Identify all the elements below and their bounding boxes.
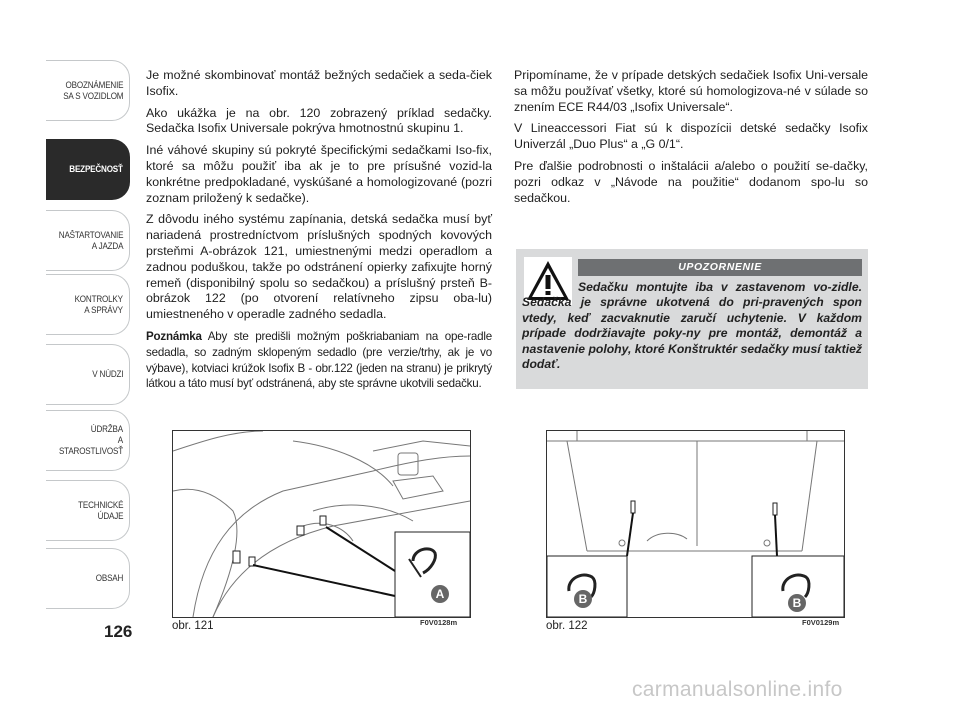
- note-text: Aby ste predišli možným poškriabaniam na ope-radle sedadla, so zadným sklopeným sedadlo (pre verzie/trhy, ak je vo výbave), kotviaci krúžok Isofix B - obr.122 (jeden na stranu) je prikrytý látkou a táto musí byť odstránená, aby ste správne ukotvili sedačku.: [146, 329, 492, 391]
- tab-bezpecnost[interactable]: [46, 139, 130, 200]
- warning-text: Sedačku montujte iba v zastavenom vo-zidle. Sedačka je správne ukotvená do pri-pravených spon vtedy, keď zacvaknutie zaručí uchytenie. V každom prípade dodržiavajte poky-ny pre montáž, demontáž a nastavenie polohy, ktoré Konštruktér sedačky musí taktiež dodať.: [522, 280, 862, 372]
- right-text-column: [514, 68, 868, 212]
- callout-a: A: [435, 587, 445, 601]
- tab-technicke[interactable]: [46, 480, 130, 541]
- figure-121-code: F0V0128m: [420, 618, 458, 627]
- left-text-column: [146, 68, 492, 398]
- paragraph: Z dôvodu iného systému zapínania, detská sedačka musí byť nariadená prostredníctvom príslušných spodných kovových prsteňmi A-obrázok 121, umiestnenými medzi operadlom a zadnou poduškou, takže po odstránení opierky zafixujte horný remeň (disponibilný spolu so sedačkou) a príslušný prsteň B-obrázok 122 (po otvorení relatívneho zipsu oba-lu) umiestneného v operadle zadného sedadla.: [146, 212, 492, 322]
- tab-label: OBSAH: [95, 573, 123, 583]
- watermark: carmanualsonline.info: [632, 678, 843, 701]
- tab-label: NAŠTARTOVANIE A JAZDA: [58, 229, 123, 251]
- paragraph: Ako ukážka je na obr. 120 zobrazený príklad sedačky. Sedačka Isofix Universale pokrýva hmotnostnú skupinu 1.: [146, 105, 492, 136]
- tab-nastartovanie[interactable]: [46, 210, 130, 271]
- tab-udrzba[interactable]: [46, 410, 130, 471]
- warning-box: [516, 249, 868, 389]
- tab-label: BEZPEČNOSŤ: [69, 164, 123, 174]
- figure-121-isofix-anchor: [172, 430, 471, 618]
- paragraph: V Lineaccessori Fiat sú k dispozícii detské sedačky Isofix Univerzál „Duo Plus“ a „G 0/1“.: [514, 121, 868, 152]
- tab-label: TECHNICKÉ ÚDAJE: [77, 499, 123, 521]
- paragraph: Pripomíname, že v prípade detských sedačiek Isofix Uni-versale sa môžu používať všetky, ktoré sú homologizova-né v súlade so znením ECE R44/03 „Isofix Universale“.: [514, 68, 868, 114]
- callout-b-right: B: [792, 596, 802, 610]
- paragraph: Je možné skombinovať montáž bežných sedačiek a seda-čiek Isofix.: [146, 68, 492, 98]
- note-paragraph: [146, 329, 492, 392]
- tab-label: V NÚDZI: [91, 369, 123, 379]
- tab-oboznamenie[interactable]: [46, 60, 130, 121]
- page-number: 126: [104, 622, 133, 641]
- figure-122-caption: obr. 122: [546, 620, 588, 632]
- tab-label: KONTROLKY A SPRÁVY: [74, 293, 123, 315]
- paragraph: Pre ďalšie podrobnosti o inštalácii a/alebo o použití se-dačky, pozri odkaz v „Návode na použitie“ dodanom spo-lu so sedačkou.: [514, 158, 868, 205]
- callout-b-left: B: [578, 592, 588, 606]
- tab-obsah[interactable]: [46, 548, 130, 609]
- tab-v-nudzi[interactable]: [46, 344, 130, 405]
- paragraph: Iné váhové skupiny sú pokryté špecifickými sedačkami Iso-fix, ktoré sa môžu použiť iba ak je to pre prísušné vozid-la konkrétne predpokladané, vyskúšané a homologizované (pozri zoznam priložený k sedačke).: [146, 143, 492, 205]
- warning-heading: UPOZORNENIE: [578, 259, 862, 276]
- tab-label: ÚDRŽBA A STAROSTLIVOSŤ: [58, 424, 123, 456]
- figure-121-caption: obr. 121: [172, 620, 214, 632]
- figure-122-isofix-ring: [546, 430, 845, 618]
- tab-label: OBOZNÁMENIE SA S VOZIDLOM: [62, 79, 123, 101]
- tab-kontrolky[interactable]: [46, 274, 130, 335]
- figure-122-code: F0V0129m: [802, 618, 840, 627]
- note-label: Poznámka: [146, 329, 202, 343]
